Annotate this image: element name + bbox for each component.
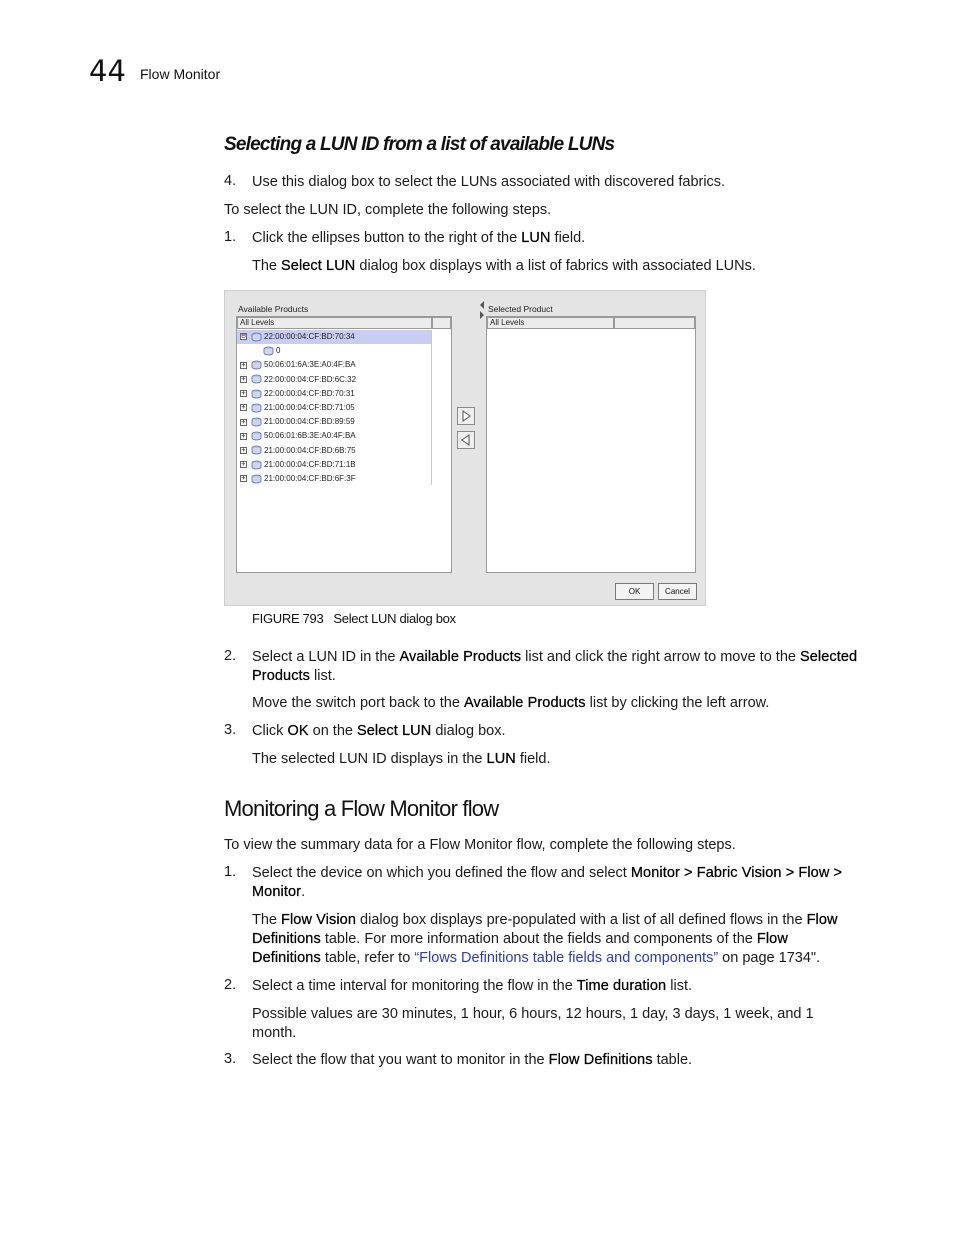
splitter-left-icon[interactable] [480, 301, 484, 309]
selected-product-panel [486, 316, 696, 573]
tree-row-label: 50:06:01:6B:3E:A0:4F:BA [264, 431, 356, 441]
tree-row-label: 22:00:00:04:CF:BD:6C:32 [264, 374, 357, 384]
storage-node-icon [251, 389, 262, 399]
tree-row-label: 21:00:00:04:CF:BD:71:05 [264, 403, 355, 412]
step-note: The Flow Vision dialog box displays pre-populated with a list of all defined flows in the Flow Definitions table. For more information about the fields and components of the Flow Definitions table, refer to “Flows Definitions table fields and components” on page 1734". [252, 912, 838, 966]
expand-toggle-icon[interactable]: + [241, 431, 246, 440]
storage-node-icon [251, 445, 262, 455]
step-text: Select a time interval for monitoring the flow in the Time duration list. [252, 978, 692, 994]
step-number: 3. [224, 1051, 237, 1067]
tree-row[interactable] [237, 330, 432, 344]
selected-product-title: Selected Product [488, 304, 553, 314]
expand-toggle-icon[interactable]: + [241, 374, 246, 383]
tree-row-label: 50:06:01:6A:3E:A0:4F:BA [264, 360, 356, 370]
tree-row[interactable] [237, 458, 432, 472]
step-text: Use this dialog box to select the LUNs associated with discovered fabrics. [252, 174, 726, 190]
column-header-all-levels[interactable]: All Levels [487, 317, 614, 329]
tree-row-label: 21:00:00:04:CF:BD:6F:3F [264, 474, 356, 483]
expand-toggle-icon[interactable]: + [241, 474, 246, 483]
ok-button[interactable]: OK [615, 583, 654, 600]
step-note: The selected LUN ID displays in the LUN field. [252, 751, 551, 767]
step-text: Select the flow that you want to monitor in the Flow Definitions table. [252, 1052, 693, 1068]
section-heading-monitoring: Monitoring a Flow Monitor flow [224, 796, 499, 821]
step-note: The Select LUN dialog box displays with a list of fabrics with associated LUNs. [252, 258, 756, 274]
expand-toggle-icon[interactable]: + [241, 460, 246, 469]
storage-node-icon [263, 346, 274, 356]
storage-node-icon [251, 474, 262, 484]
tree-row[interactable] [237, 472, 432, 486]
select-lun-dialog [224, 290, 706, 606]
storage-node-icon [251, 332, 262, 342]
move-right-button[interactable] [457, 407, 475, 425]
tree-row[interactable] [237, 344, 432, 358]
tree-row-label: 21:00:00:04:CF:BD:71:1B [264, 459, 356, 469]
step-note: Possible values are 30 minutes, 1 hour, 6 hours, 12 hours, 1 day, 3 days, 1 week, and 1 month. [252, 1006, 814, 1041]
tree-row[interactable] [237, 415, 432, 429]
tree-row[interactable] [237, 373, 432, 387]
right-arrow-icon [458, 408, 474, 424]
step-number: 2. [224, 648, 237, 664]
step-note: Move the switch port back to the Available Products list by clicking the left arrow. [252, 695, 770, 711]
tree-row[interactable] [237, 387, 432, 401]
tree-row-label: 0 [276, 346, 281, 356]
move-left-button[interactable] [457, 431, 475, 449]
step-number: 2. [224, 977, 237, 993]
step-text: Select the device on which you defined the flow and select Monitor > Fabric Vision > Flow > Monitor. [252, 865, 843, 900]
figure-caption-text: Select LUN dialog box [333, 611, 456, 626]
flows-definitions-link[interactable]: “Flows Definitions table fields and components” [414, 950, 719, 966]
column-divider [431, 330, 432, 485]
column-header-blank [432, 317, 451, 329]
expand-toggle-icon[interactable]: + [241, 360, 246, 369]
column-header-all-levels[interactable]: All Levels [237, 317, 432, 329]
storage-node-icon [251, 460, 262, 470]
cancel-button[interactable]: Cancel [658, 583, 697, 600]
expand-toggle-icon[interactable]: + [241, 417, 246, 426]
figure-label: FIGURE 793 [252, 611, 324, 626]
figure-caption [252, 611, 456, 626]
storage-node-icon [251, 403, 262, 413]
tree-row-label: 21:00:00:04:CF:BD:6B:75 [264, 445, 356, 455]
chapter-title: Flow Monitor [140, 66, 221, 82]
splitter-right-icon[interactable] [480, 311, 484, 319]
tree-row[interactable] [237, 401, 432, 415]
storage-node-icon [251, 360, 262, 370]
step-text: Click OK on the Select LUN dialog box. [252, 723, 506, 739]
step-text: Select a LUN ID in the Available Products list and click the right arrow to move to the Selected Products list. [252, 649, 858, 684]
chapter-number: 44 [89, 54, 126, 88]
step-number: 1. [224, 864, 237, 880]
expand-toggle-icon[interactable]: + [241, 389, 246, 398]
expand-toggle-icon[interactable]: ⊟ [241, 332, 246, 341]
tree-row[interactable] [237, 444, 432, 458]
tree-row-label: 21:00:00:04:CF:BD:89:59 [264, 417, 355, 427]
tree-row[interactable] [237, 429, 432, 443]
storage-node-icon [251, 431, 262, 441]
intro-text: To view the summary data for a Flow Monitor flow, complete the following steps. [224, 837, 736, 853]
tree-row[interactable] [237, 358, 432, 372]
section-heading-select-lun: Selecting a LUN ID from a list of available LUNs [224, 134, 615, 155]
step-text: Click the ellipses button to the right of the LUN field. [252, 230, 586, 246]
expand-toggle-icon[interactable]: + [241, 445, 246, 454]
column-header-blank [614, 317, 695, 329]
step-number: 4. [224, 173, 237, 189]
storage-node-icon [251, 417, 262, 427]
step-number: 1. [224, 229, 237, 245]
expand-toggle-icon[interactable]: + [241, 403, 246, 412]
storage-node-icon [251, 374, 262, 384]
intro-text: To select the LUN ID, complete the following steps. [224, 202, 552, 218]
available-products-panel [236, 316, 452, 573]
available-products-title: Available Products [238, 304, 309, 314]
tree-row-label: 22:00:00:04:CF:BD:70:34 [264, 332, 355, 341]
step-number: 3. [224, 722, 237, 738]
left-arrow-icon [458, 432, 474, 448]
tree-row-label: 22:00:00:04:CF:BD:70:31 [264, 388, 355, 398]
